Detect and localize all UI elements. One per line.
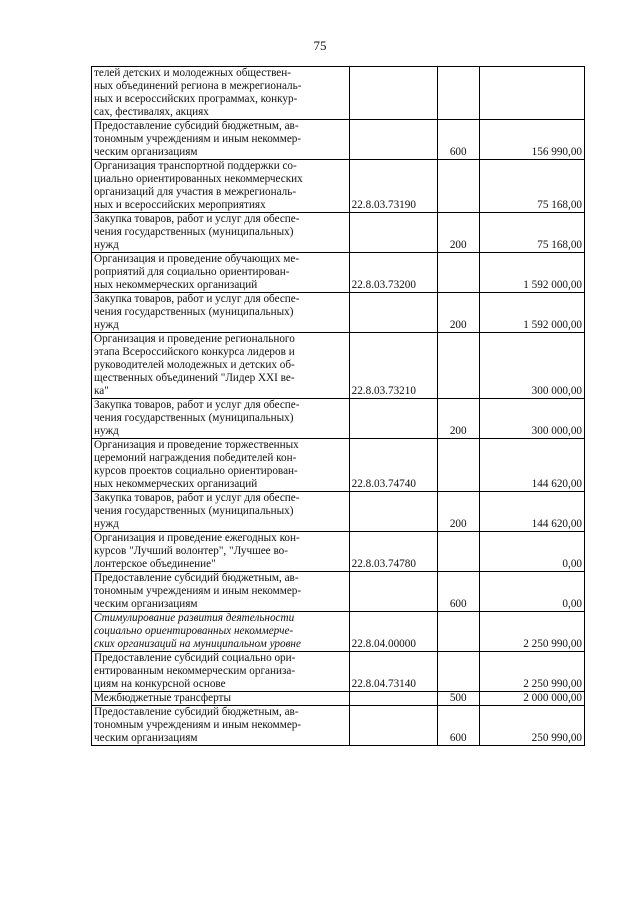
table-row [92, 67, 585, 120]
item-name-line: Стимулирование развития деятельности [94, 612, 295, 624]
item-name-cell [92, 692, 350, 706]
target-code-cell: 22.8.03.74780 [349, 532, 437, 572]
expense-type-cell: 200 [437, 399, 479, 439]
table-row [92, 439, 585, 492]
expense-type-cell: 600 [437, 572, 479, 612]
table-row [92, 160, 585, 213]
item-name-line: Закупка товаров, работ и услуг для обеспе- [94, 213, 300, 225]
expense-type-cell: 200 [437, 293, 479, 333]
expense-type-cell [437, 160, 479, 213]
target-code-cell [349, 213, 437, 253]
item-name-line: ных некоммерческих организаций [94, 279, 258, 291]
amount-cell: 1 592 000,00 [479, 253, 584, 293]
target-code-cell: 22.8.04.73140 [349, 652, 437, 692]
expense-type-cell: 600 [437, 120, 479, 160]
item-name-line: Предоставление субсидий бюджетным, ав- [94, 706, 299, 718]
item-name-line: чения государственных (муниципальных) [94, 226, 294, 238]
item-name-cell [92, 492, 350, 532]
expense-type-cell: 600 [437, 706, 479, 746]
item-name-line: ных некоммерческих организаций [94, 478, 258, 490]
item-name-line: руководителей молодежных и детских об- [94, 359, 295, 371]
item-name-line: нужд [94, 239, 119, 251]
item-name-line: тономным учреждениям и иным некоммер- [94, 133, 302, 145]
target-code-cell [349, 706, 437, 746]
item-name-line: тономным учреждениям и иным некоммер- [94, 585, 302, 597]
item-name-line: ных и всероссийских программах, конкур- [94, 93, 298, 105]
item-name-cell [92, 293, 350, 333]
table-row [92, 692, 585, 706]
item-name-line: Закупка товаров, работ и услуг для обеспе- [94, 492, 300, 504]
item-name-line: Организация и проведение регионального [94, 333, 295, 345]
item-name-line: ных и всероссийских мероприятиях [94, 199, 266, 211]
target-code-cell [349, 67, 437, 120]
table-row [92, 120, 585, 160]
amount-cell: 300 000,00 [479, 333, 584, 399]
expense-type-cell [437, 532, 479, 572]
item-name-line: Закупка товаров, работ и услуг для обеспе- [94, 399, 300, 411]
amount-cell: 75 168,00 [479, 160, 584, 213]
item-name-line: курсов проектов социально ориентирован- [94, 465, 298, 477]
amount-cell: 0,00 [479, 532, 584, 572]
table-row [92, 213, 585, 253]
expense-type-cell [437, 333, 479, 399]
item-name-cell [92, 67, 350, 120]
amount-cell: 250 990,00 [479, 706, 584, 746]
amount-cell: 2 250 990,00 [479, 612, 584, 652]
item-name-cell [92, 160, 350, 213]
item-name-line: ческим организациям [94, 598, 198, 610]
item-name-line: циально ориентированных некоммерческих [94, 173, 303, 185]
item-name-cell [92, 333, 350, 399]
table-row [92, 492, 585, 532]
item-name-line: ентированным некоммерческим организа- [94, 665, 296, 677]
item-name-line: нужд [94, 319, 119, 331]
table-row [92, 572, 585, 612]
target-code-cell: 22.8.03.73210 [349, 333, 437, 399]
item-name-line: тономным учреждениям и иным некоммер- [94, 719, 302, 731]
item-name-cell [92, 706, 350, 746]
amount-cell: 1 592 000,00 [479, 293, 584, 333]
item-name-line: лонтерское объединение" [94, 558, 216, 570]
table-row [92, 333, 585, 399]
item-name-line: этапа Всероссийского конкурса лидеров и [94, 346, 295, 358]
item-name-cell [92, 652, 350, 692]
item-name-line: ских организаций на муниципальном уровне [94, 638, 301, 650]
expense-type-cell [437, 612, 479, 652]
target-code-cell: 22.8.03.73190 [349, 160, 437, 213]
target-code-cell [349, 399, 437, 439]
amount-cell: 300 000,00 [479, 399, 584, 439]
item-name-line: нужд [94, 425, 119, 437]
target-code-cell: 22.8.03.73200 [349, 253, 437, 293]
target-code-cell [349, 692, 437, 706]
item-name-line: ных объединений региона в межрегиональ- [94, 80, 302, 92]
item-name-line: Предоставление субсидий бюджетным, ав- [94, 572, 299, 584]
item-name-line: чения государственных (муниципальных) [94, 306, 294, 318]
item-name-cell [92, 532, 350, 572]
item-name-line: Организация и проведение торжественных [94, 439, 299, 451]
budget-table [91, 66, 585, 746]
amount-cell: 2 000 000,00 [479, 692, 584, 706]
item-name-line: ческим организациям [94, 146, 198, 158]
item-name-line: церемоний награждения победителей кон- [94, 452, 297, 464]
item-name-line: социально ориентированных некоммерче- [94, 625, 294, 637]
table-row [92, 293, 585, 333]
expense-type-cell: 500 [437, 692, 479, 706]
amount-cell: 144 620,00 [479, 492, 584, 532]
amount-cell: 156 990,00 [479, 120, 584, 160]
amount-cell: 144 620,00 [479, 439, 584, 492]
target-code-cell [349, 120, 437, 160]
expense-type-cell [437, 67, 479, 120]
table-row [92, 253, 585, 293]
item-name-line: Организация и проведение обучающих ме- [94, 253, 300, 265]
amount-cell: 2 250 990,00 [479, 652, 584, 692]
item-name-line: телей детских и молодежных обществен- [94, 67, 291, 79]
item-name-cell [92, 253, 350, 293]
item-name-line: ка" [94, 385, 109, 397]
item-name-line: ческим организациям [94, 732, 198, 744]
target-code-cell [349, 572, 437, 612]
table-row [92, 399, 585, 439]
table-row [92, 532, 585, 572]
item-name-line: Организация и проведение ежегодных кон- [94, 532, 300, 544]
target-code-cell [349, 293, 437, 333]
item-name-line: курсов "Лучший волонтер", "Лучшее во- [94, 545, 288, 557]
expense-type-cell [437, 439, 479, 492]
item-name-line: Организация транспортной поддержки со- [94, 160, 297, 172]
item-name-cell [92, 120, 350, 160]
item-name-cell [92, 399, 350, 439]
expense-type-cell: 200 [437, 492, 479, 532]
item-name-cell [92, 439, 350, 492]
target-code-cell [349, 492, 437, 532]
amount-cell [479, 67, 584, 120]
budget-table-body [92, 67, 585, 746]
table-row [92, 652, 585, 692]
item-name-line: Закупка товаров, работ и услуг для обеспе- [94, 293, 300, 305]
table-row [92, 706, 585, 746]
amount-cell: 75 168,00 [479, 213, 584, 253]
target-code-cell: 22.8.03.74740 [349, 439, 437, 492]
item-name-line: сах, фестивалях, акциях [94, 106, 209, 118]
item-name-line: циям на конкурсной основе [94, 678, 226, 690]
expense-type-cell [437, 253, 479, 293]
expense-type-cell: 200 [437, 213, 479, 253]
item-name-line: Межбюджетные трансферты [94, 692, 231, 704]
item-name-cell [92, 572, 350, 612]
item-name-line: организаций для участия в межрегиональ- [94, 186, 297, 198]
target-code-cell: 22.8.04.00000 [349, 612, 437, 652]
item-name-cell [92, 213, 350, 253]
item-name-line: щественных объединений "Лидер XXI ве- [94, 372, 295, 384]
amount-cell: 0,00 [479, 572, 584, 612]
item-name-line: Предоставление субсидий социально ори- [94, 652, 296, 664]
expense-type-cell [437, 652, 479, 692]
item-name-cell [92, 612, 350, 652]
table-row [92, 612, 585, 652]
item-name-line: нужд [94, 518, 119, 530]
page-number: 75 [313, 38, 327, 53]
item-name-line: чения государственных (муниципальных) [94, 412, 294, 424]
item-name-line: чения государственных (муниципальных) [94, 505, 294, 517]
item-name-line: роприятий для социально ориентирован- [94, 266, 290, 278]
item-name-line: Предоставление субсидий бюджетным, ав- [94, 120, 299, 132]
